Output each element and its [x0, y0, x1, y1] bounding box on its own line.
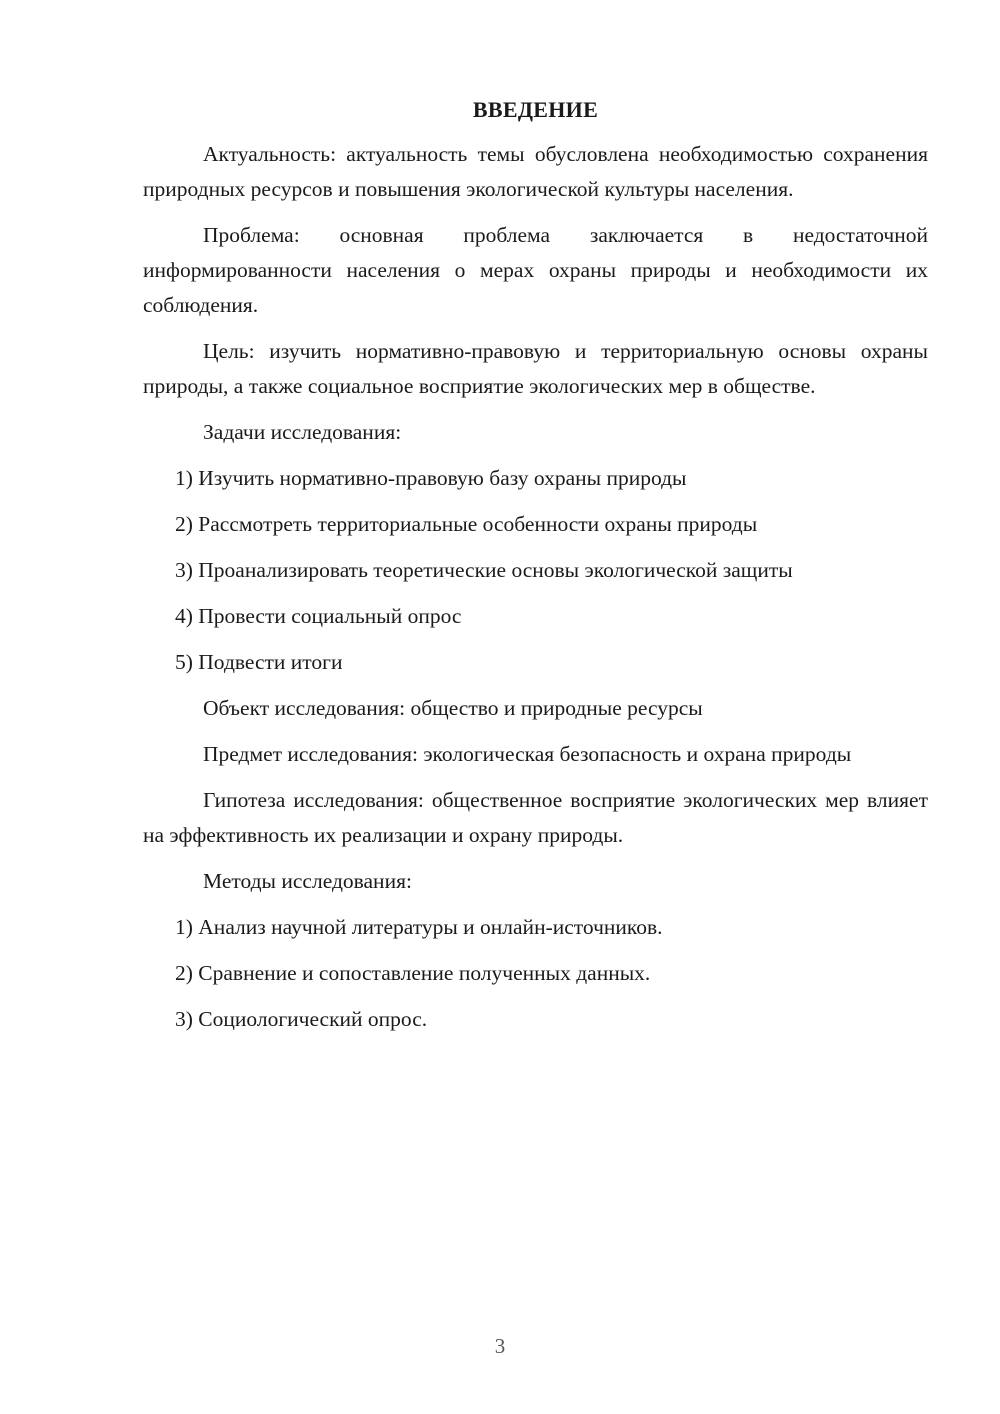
- method-item: 3) Социологический опрос.: [175, 1007, 428, 1031]
- section-title: ВВЕДЕНИЕ: [472, 97, 599, 122]
- goal-paragraph: Цель: изучить нормативно-правовую и территориальную основы охраны природы, а также социальное восприятие экологических мер в обществе.: [143, 339, 928, 398]
- task-item: 1) Изучить нормативно-правовую базу охраны природы: [175, 466, 687, 490]
- method-item: 1) Анализ научной литературы и онлайн-источников.: [175, 915, 663, 939]
- methods-heading: Методы исследования:: [203, 869, 412, 893]
- page-number: 3: [494, 1334, 506, 1358]
- task-item: 5) Подвести итоги: [175, 650, 343, 674]
- tasks-heading: Задачи исследования:: [203, 420, 402, 444]
- document-page: [143, 94, 928, 1048]
- subject-paragraph: Предмет исследования: экологическая безопасность и охрана природы: [203, 742, 852, 766]
- task-item: 2) Рассмотреть территориальные особенности охраны природы: [175, 512, 758, 536]
- task-item: 3) Проанализировать теоретические основы экологической защиты: [175, 558, 793, 582]
- relevance-paragraph: Актуальность: актуальность темы обусловлена необходимостью сохранения природных ресурсов и повышения экологической культуры населения.: [143, 142, 928, 201]
- method-item: 2) Сравнение и сопоставление полученных данных.: [175, 961, 651, 985]
- methods-list: [143, 910, 928, 1037]
- object-paragraph: Объект исследования: общество и природные ресурсы: [203, 696, 703, 720]
- hypothesis-paragraph: Гипотеза исследования: общественное восприятие экологических мер влияет на эффективность их реализации и охрану природы.: [143, 788, 928, 847]
- tasks-list: [143, 461, 928, 680]
- task-item: 4) Провести социальный опрос: [175, 604, 462, 628]
- problem-paragraph: Проблема: основная проблема заключается в недостаточной информированности населения о мерах охраны природы и необходимости их соблюдения.: [143, 223, 928, 317]
